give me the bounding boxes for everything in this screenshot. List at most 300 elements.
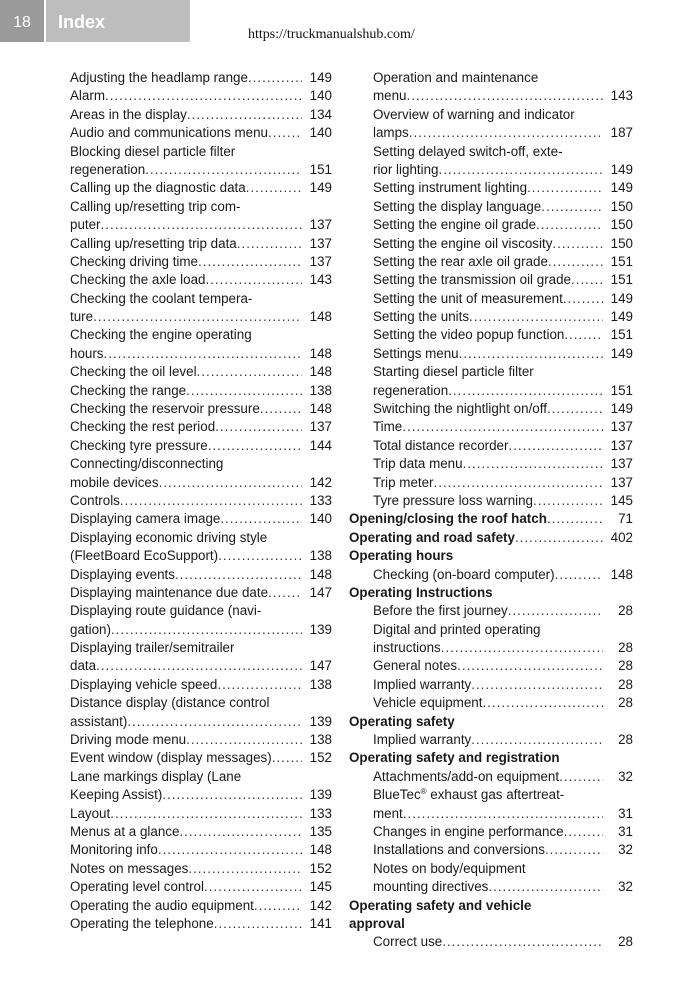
leader-dots xyxy=(197,363,302,381)
index-entry xyxy=(70,547,332,565)
leader-dots xyxy=(463,455,603,473)
entry-text: Areas in the display xyxy=(70,106,187,122)
leader-dots xyxy=(101,216,302,234)
index-heading xyxy=(349,584,633,602)
page-ref: 148 xyxy=(309,364,332,380)
leader-dots xyxy=(186,731,302,749)
leader-dots xyxy=(120,492,302,510)
page-ref: 28 xyxy=(618,658,633,674)
entry-text: Event window (display messages) xyxy=(70,750,272,766)
entry-text: Connecting/disconnecting xyxy=(70,456,224,472)
index-column-left xyxy=(70,69,332,933)
page-ref: 137 xyxy=(309,419,332,435)
entry-text: Displaying economic driving style xyxy=(70,529,268,545)
index-entry xyxy=(70,161,332,179)
page-ref: 138 xyxy=(309,382,332,398)
entry-text: Audio and communications menu xyxy=(70,125,268,141)
entry-text: Alarm xyxy=(70,88,105,104)
leader-dots xyxy=(272,749,302,767)
index-heading xyxy=(349,897,633,915)
leader-dots xyxy=(208,437,302,455)
entry-text: approval xyxy=(349,915,405,931)
entry-text: Operating Instructions xyxy=(349,584,493,600)
index-entry xyxy=(349,455,633,473)
index-entry xyxy=(349,437,633,455)
page-ref: 148 xyxy=(610,566,633,582)
entry-text: Setting the unit of measurement xyxy=(373,290,563,306)
page-ref: 149 xyxy=(610,290,633,306)
page-ref: 139 xyxy=(309,787,332,803)
page-ref: 28 xyxy=(618,640,633,656)
leader-dots xyxy=(457,657,603,675)
entry-text: Overview of warning and indicator xyxy=(373,106,575,122)
entry-text: Displaying trailer/semitrailer xyxy=(70,640,235,656)
index-entry xyxy=(70,179,332,197)
entry-text: regeneration xyxy=(70,161,146,177)
entry-text: Checking the axle load xyxy=(70,272,206,288)
page-ref: 137 xyxy=(309,253,332,269)
page-ref: 151 xyxy=(610,272,633,288)
leader-dots xyxy=(471,731,603,749)
leader-dots xyxy=(564,823,603,841)
index-entry xyxy=(349,731,633,749)
leader-dots xyxy=(220,510,302,528)
leader-dots xyxy=(402,418,603,436)
page-ref: 145 xyxy=(610,492,633,508)
entry-text: Checking driving time xyxy=(70,253,199,269)
entry-text: Implied warranty xyxy=(373,676,472,692)
leader-dots xyxy=(482,694,603,712)
leader-dots xyxy=(254,897,302,915)
page-ref: 133 xyxy=(309,805,332,821)
page-ref: 141 xyxy=(309,915,332,931)
entry-text: Calling up the diagnostic data xyxy=(70,180,246,196)
index-entry xyxy=(70,639,332,657)
page-ref: 133 xyxy=(309,492,332,508)
index-entry xyxy=(349,345,633,363)
entry-text: Implied warranty xyxy=(373,732,472,748)
index-entry xyxy=(70,658,332,676)
leader-dots xyxy=(563,290,603,308)
index-entry xyxy=(349,418,633,436)
leader-dots xyxy=(469,308,603,326)
entry-text: instructions xyxy=(373,640,441,656)
index-entry xyxy=(70,326,332,344)
page-ref: 137 xyxy=(610,456,633,472)
entry-text: mobile devices xyxy=(70,474,159,490)
entry-text: Setting the engine oil viscosity xyxy=(373,235,553,251)
leader-dots xyxy=(175,566,302,584)
page-ref: 135 xyxy=(309,824,332,839)
index-entry xyxy=(70,878,332,896)
leader-dots xyxy=(104,345,303,363)
index-entry xyxy=(70,400,332,418)
entry-text: Checking (on-board computer) xyxy=(373,566,555,582)
leader-dots xyxy=(186,382,302,400)
index-entry xyxy=(70,253,332,271)
page-ref: 150 xyxy=(610,235,633,251)
entry-text: Driving mode menu xyxy=(70,732,187,748)
leader-dots xyxy=(403,805,603,823)
leader-dots xyxy=(459,345,603,363)
page-ref: 138 xyxy=(309,676,332,692)
leader-dots xyxy=(127,713,302,731)
leader-dots xyxy=(536,216,603,234)
index-heading xyxy=(349,713,633,731)
leader-dots xyxy=(508,437,603,455)
leader-dots xyxy=(533,492,603,510)
index-entry xyxy=(70,805,332,823)
index-entry xyxy=(349,326,633,344)
page-ref: 148 xyxy=(309,401,332,417)
leader-dots xyxy=(218,547,302,565)
index-entry xyxy=(70,345,332,363)
entry-text: BlueTec® exhaust gas aftertreat- xyxy=(373,787,565,803)
leader-dots xyxy=(268,124,302,142)
leader-dots xyxy=(260,400,302,418)
leader-dots xyxy=(488,878,603,896)
leader-dots xyxy=(237,235,302,253)
leader-dots xyxy=(545,841,603,859)
entry-text: (FleetBoard EcoSupport) xyxy=(70,548,219,564)
leader-dots xyxy=(214,915,302,933)
entry-text: Opening/closing the roof hatch xyxy=(349,511,547,527)
page-ref: 149 xyxy=(309,69,332,85)
leader-dots xyxy=(162,786,302,804)
index-entry xyxy=(70,823,332,841)
index-entry xyxy=(70,584,332,602)
index-entry xyxy=(70,474,332,492)
page-ref: 149 xyxy=(610,401,633,417)
entry-text: Trip data menu xyxy=(373,456,463,472)
page-ref: 28 xyxy=(618,603,633,619)
index-entry xyxy=(70,841,332,859)
page-ref: 138 xyxy=(309,548,332,564)
leader-dots xyxy=(188,860,302,878)
leader-dots xyxy=(541,198,603,216)
page-ref: 151 xyxy=(610,253,633,269)
entry-text: menu xyxy=(373,88,407,104)
page-ref: 139 xyxy=(309,713,332,729)
entry-text: Calling up/resetting trip com- xyxy=(70,198,241,214)
entry-text: Trip meter xyxy=(373,474,434,490)
entry-text: Menus at a glance xyxy=(70,824,180,839)
leader-dots xyxy=(96,657,302,675)
leader-dots xyxy=(159,474,302,492)
entry-text: lamps xyxy=(373,125,409,141)
entry-text: General notes xyxy=(373,658,458,674)
entry-text: Operating level control xyxy=(70,879,204,895)
index-entry xyxy=(70,529,332,547)
leader-dots xyxy=(434,474,603,492)
page-ref: 28 xyxy=(618,676,633,692)
entry-text: Blocking diesel particle filter xyxy=(70,143,236,159)
index-entry xyxy=(70,143,332,161)
entry-text: Operating safety and registration xyxy=(349,750,560,766)
entry-text: Displaying maintenance due date xyxy=(70,584,269,600)
entry-text: Digital and printed operating xyxy=(373,621,541,637)
watermark-url: https://truckmanualshub.com/ xyxy=(248,27,415,42)
leader-dots xyxy=(198,253,302,271)
page-ref: 32 xyxy=(618,842,633,858)
entry-text: Checking the rest period xyxy=(70,419,216,435)
entry-text: Operating the telephone xyxy=(70,915,214,931)
index-entry xyxy=(349,566,633,584)
page-ref: 137 xyxy=(309,217,332,233)
entry-text: Setting the engine oil grade xyxy=(373,217,537,233)
leader-dots xyxy=(527,179,603,197)
index-entry xyxy=(70,87,332,105)
section-title: Index xyxy=(58,12,106,32)
page-ref: 151 xyxy=(309,161,332,177)
index-entry xyxy=(349,841,633,859)
page-ref: 148 xyxy=(309,309,332,325)
entry-text: Displaying route guidance (navi- xyxy=(70,603,262,619)
page-ref: 148 xyxy=(309,842,332,858)
entry-text: Starting diesel particle filter xyxy=(373,364,534,380)
index-entry xyxy=(70,510,332,528)
leader-dots xyxy=(471,676,603,694)
index-entry xyxy=(70,418,332,436)
page-ref: 137 xyxy=(610,419,633,435)
index-entry xyxy=(70,749,332,767)
index-entry xyxy=(349,786,633,804)
entry-text: Notes on body/equipment xyxy=(373,860,526,876)
page-ref: 134 xyxy=(309,106,332,122)
entry-text: Setting the rear axle oil grade xyxy=(373,253,548,269)
entry-text: Setting the units xyxy=(373,309,470,325)
leader-dots xyxy=(217,676,302,694)
page-ref: 142 xyxy=(309,474,332,490)
leader-dots xyxy=(205,271,302,289)
index-entry xyxy=(349,805,633,823)
index-entry xyxy=(349,492,633,510)
leader-dots xyxy=(439,161,604,179)
page-ref: 148 xyxy=(309,566,332,582)
page-ref: 151 xyxy=(610,382,633,398)
page-ref: 150 xyxy=(610,198,633,214)
index-entry xyxy=(349,639,633,657)
page-ref: 32 xyxy=(618,768,633,784)
page-ref: 148 xyxy=(309,345,332,361)
leader-dots xyxy=(409,124,603,142)
index-heading xyxy=(349,510,633,528)
page-ref: 137 xyxy=(309,235,332,251)
index-heading xyxy=(349,547,633,565)
entry-text: Adjusting the headlamp range xyxy=(70,69,248,85)
leader-dots xyxy=(555,566,603,584)
leader-dots xyxy=(508,602,603,620)
leader-dots xyxy=(571,271,603,289)
entry-text: Operating safety and vehicle xyxy=(349,897,532,913)
leader-dots xyxy=(248,69,302,87)
page-ref: 143 xyxy=(309,272,332,288)
leader-dots xyxy=(442,933,603,951)
index-entry xyxy=(349,87,633,105)
page-ref: 402 xyxy=(610,529,633,545)
index-entry xyxy=(349,253,633,271)
page-ref: 151 xyxy=(610,327,633,343)
index-entry xyxy=(70,437,332,455)
index-entry xyxy=(349,860,633,878)
index-entry xyxy=(70,492,332,510)
entry-text: Checking the engine operating xyxy=(70,327,252,343)
leader-dots xyxy=(548,253,603,271)
index-column-right xyxy=(349,69,633,952)
index-entry xyxy=(349,382,633,400)
page-ref: 71 xyxy=(618,511,633,527)
entry-text: Keeping Assist) xyxy=(70,787,163,803)
entry-text: puter xyxy=(70,217,101,233)
index-entry xyxy=(70,694,332,712)
index-entry xyxy=(70,602,332,620)
index-entry xyxy=(70,363,332,381)
index-entry xyxy=(349,179,633,197)
index-entry xyxy=(70,713,332,731)
page-ref: 149 xyxy=(610,161,633,177)
entry-text: Operation and maintenance xyxy=(373,69,539,85)
page-ref: 28 xyxy=(618,732,633,748)
leader-dots xyxy=(547,400,603,418)
page-ref: 149 xyxy=(610,180,633,196)
entry-text: mounting directives xyxy=(373,879,489,895)
page-ref: 28 xyxy=(618,934,633,950)
leader-dots xyxy=(111,621,302,639)
page-ref: 28 xyxy=(618,695,633,711)
index-entry xyxy=(70,768,332,786)
entry-text: Setting the display language xyxy=(373,198,542,214)
index-entry xyxy=(349,363,633,381)
page-ref: 145 xyxy=(309,879,332,895)
entry-text: Checking tyre pressure xyxy=(70,437,208,453)
entry-text: Displaying events xyxy=(70,566,175,582)
index-entry xyxy=(70,271,332,289)
page-ref: 137 xyxy=(610,474,633,490)
index-entry xyxy=(70,676,332,694)
index-entry xyxy=(349,161,633,179)
entry-text: Time xyxy=(373,419,403,435)
entry-text: Setting the video popup function xyxy=(373,327,565,343)
index-entry xyxy=(70,731,332,749)
entry-text: Notes on messages xyxy=(70,860,189,876)
index-entry xyxy=(349,658,633,676)
index-heading xyxy=(349,529,633,547)
page-ref: 147 xyxy=(309,584,332,600)
index-entry xyxy=(349,124,633,142)
index-entry xyxy=(349,308,633,326)
page-number: 18 xyxy=(13,14,31,31)
index-entry xyxy=(70,860,332,878)
entry-text: Controls xyxy=(70,492,120,508)
page-ref: 140 xyxy=(309,511,332,527)
entry-text: Vehicle equipment xyxy=(373,695,483,711)
entry-text: Setting the transmission oil grade xyxy=(373,272,571,288)
entry-text: Correct use xyxy=(373,934,443,950)
index-entry xyxy=(349,933,633,951)
leader-dots xyxy=(407,87,604,105)
entry-text: Tyre pressure loss warning xyxy=(373,492,534,508)
entry-text: Changes in engine performance xyxy=(373,824,564,839)
index-entry xyxy=(70,69,332,87)
leader-dots xyxy=(246,179,302,197)
page-ref: 149 xyxy=(610,345,633,361)
index-entry xyxy=(70,106,332,124)
entry-text: Displaying camera image xyxy=(70,511,221,527)
entry-text: Setting delayed switch-off, exte- xyxy=(373,143,563,159)
page-ref: 144 xyxy=(309,437,332,453)
entry-text: hours xyxy=(70,345,104,361)
page-ref: 149 xyxy=(610,309,633,325)
entry-text: Setting instrument lighting xyxy=(373,180,528,196)
index-entry xyxy=(70,621,332,639)
index-entry xyxy=(349,676,633,694)
entry-text: Layout xyxy=(70,805,111,821)
entry-text: Checking the oil level xyxy=(70,364,197,380)
leader-dots xyxy=(564,326,603,344)
leader-dots xyxy=(547,510,603,528)
entry-text: Total distance recorder xyxy=(373,437,509,453)
index-entry xyxy=(70,198,332,216)
page-ref: 143 xyxy=(610,88,633,104)
page-ref: 149 xyxy=(309,180,332,196)
entry-text: Before the first journey xyxy=(373,603,508,619)
page-ref: 152 xyxy=(309,750,332,766)
page-header xyxy=(0,0,700,42)
leader-dots xyxy=(187,106,302,124)
index-entry xyxy=(349,216,633,234)
entry-text: Switching the nightlight on/off xyxy=(373,401,547,417)
leader-dots xyxy=(158,841,302,859)
page-ref: 138 xyxy=(309,732,332,748)
index-entry xyxy=(349,823,633,841)
index-entry xyxy=(70,308,332,326)
entry-text: Lane markings display (Lane xyxy=(70,768,242,784)
index-entry xyxy=(70,915,332,933)
entry-text: Checking the coolant tempera- xyxy=(70,290,253,306)
page-ref: 140 xyxy=(309,88,332,104)
index-heading xyxy=(349,915,633,933)
index-entry xyxy=(349,768,633,786)
page-ref: 137 xyxy=(610,437,633,453)
leader-dots xyxy=(515,529,603,547)
index-entry xyxy=(70,897,332,915)
leader-dots xyxy=(93,308,302,326)
index-entry xyxy=(70,235,332,253)
index-entry xyxy=(70,382,332,400)
page-ref: 150 xyxy=(610,217,633,233)
entry-text: Operating and road safety xyxy=(349,529,515,545)
index-entry xyxy=(349,694,633,712)
index-entry xyxy=(349,474,633,492)
index-entry xyxy=(349,271,633,289)
leader-dots xyxy=(145,161,302,179)
leader-dots xyxy=(105,87,302,105)
entry-text: Settings menu xyxy=(373,345,459,361)
leader-dots xyxy=(268,584,302,602)
entry-text: Monitoring info xyxy=(70,842,158,858)
page-ref: 187 xyxy=(610,125,633,141)
page-ref: 31 xyxy=(618,824,633,839)
entry-text: Operating the audio equipment xyxy=(70,897,254,913)
index-entry xyxy=(70,124,332,142)
index-entry xyxy=(349,235,633,253)
entry-text: Checking the reservoir pressure xyxy=(70,401,260,417)
entry-text: Calling up/resetting trip data xyxy=(70,235,237,251)
page-ref: 147 xyxy=(309,658,332,674)
entry-text: Attachments/add-on equipment xyxy=(373,768,560,784)
page-ref: 32 xyxy=(618,879,633,895)
entry-text: Displaying vehicle speed xyxy=(70,676,218,692)
